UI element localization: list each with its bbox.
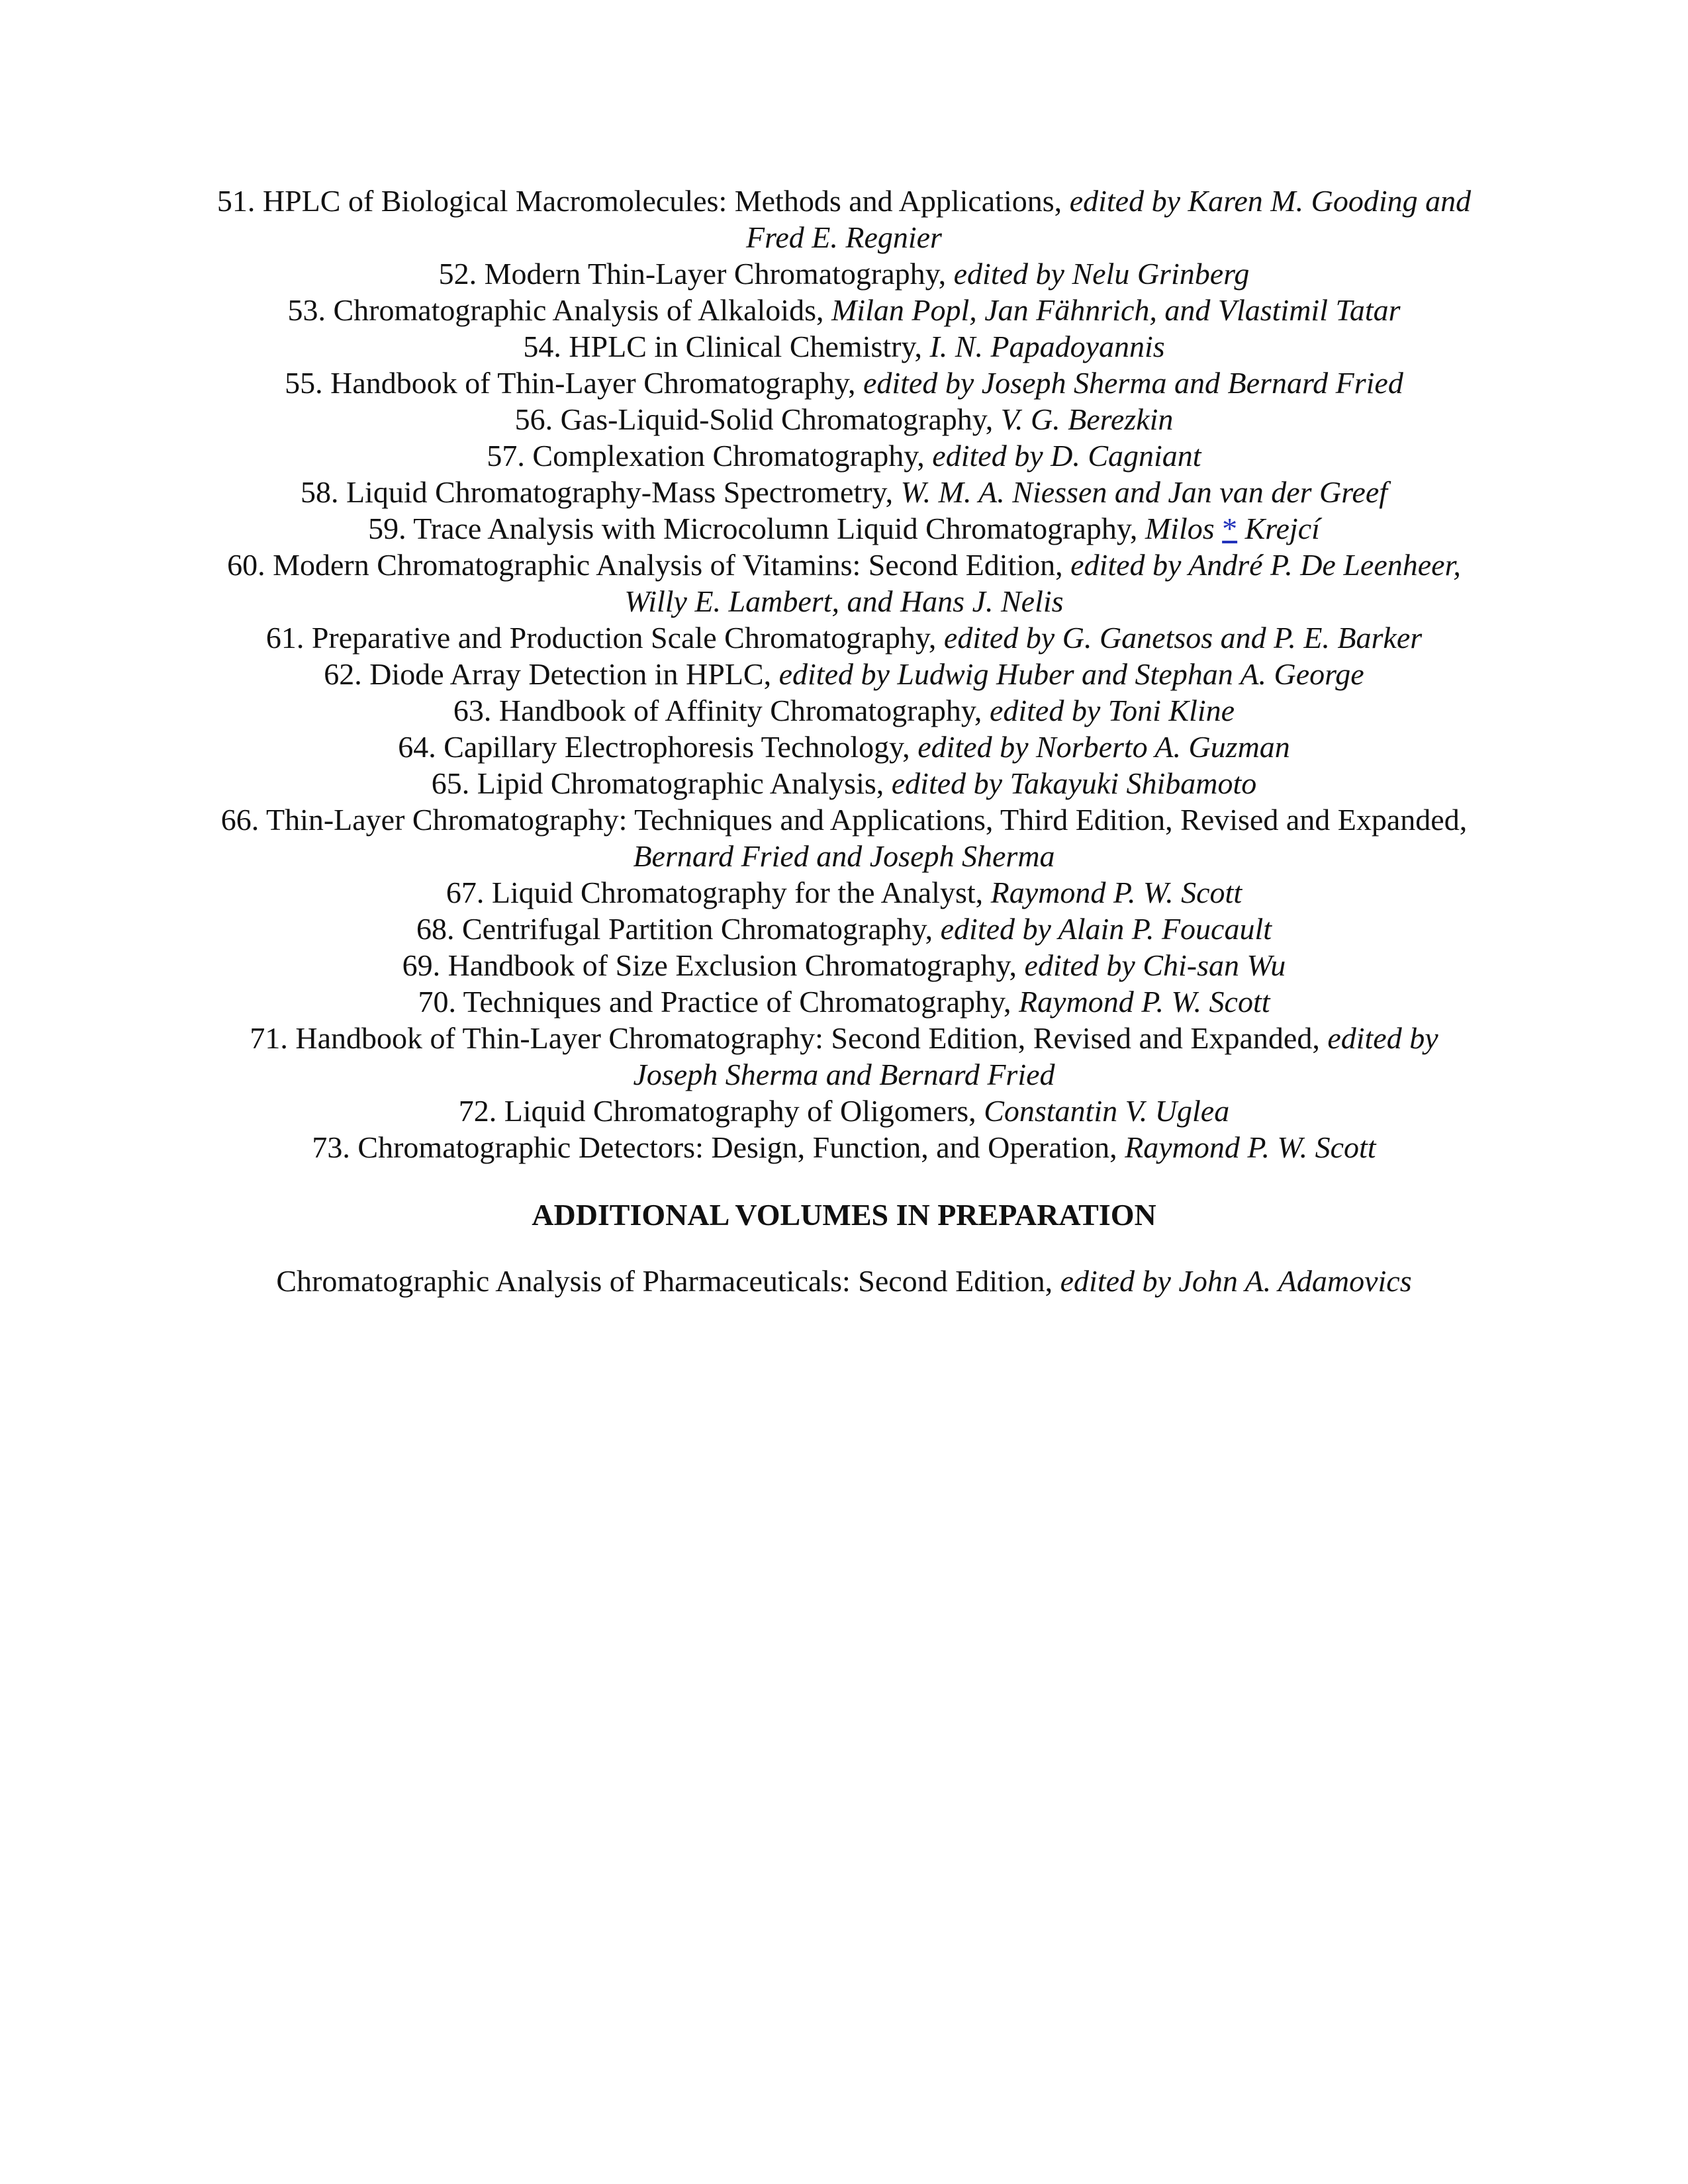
volume-authors: Raymond P. W. Scott [1125,1130,1376,1164]
volume-title: 67. Liquid Chromatography for the Analyst, [445,876,991,909]
list-item [142,547,1546,619]
volume-authors-continued: Krejcí [1237,512,1320,545]
volume-title: Chromatographic Analysis of Pharmaceuticals: Second Edition, [276,1264,1060,1298]
volume-authors: V. G. Berezkin [1000,402,1174,436]
list-item [142,183,1546,255]
volume-authors: Raymond P. W. Scott [990,876,1243,909]
volume-authors: Constantin V. Uglea [984,1094,1230,1128]
list-item [142,1093,1546,1129]
volume-title: 61. Preparative and Production Scale Chromatography, [265,621,944,655]
volume-title: 72. Liquid Chromatography of Oligomers, [458,1094,984,1128]
list-item [142,619,1546,656]
volume-title: 62. Diode Array Detection in HPLC, [324,657,779,691]
list-item [142,510,1546,547]
list-item [142,1263,1546,1299]
volume-authors-continued: Willy E. Lambert, and Hans J. Nelis [624,584,1064,618]
volume-authors: edited by Chi-san Wu [1024,948,1286,982]
volume-authors-continued: Fred E. Regnier [746,220,942,254]
volume-title: 55. Handbook of Thin-Layer Chromatography, [285,366,863,400]
volume-authors: edited by Nelu Grinberg [953,257,1250,291]
volume-title: 59. Trace Analysis with Microcolumn Liquid Chromatography, [368,512,1145,545]
volume-title: 70. Techniques and Practice of Chromatography, [418,985,1019,1019]
series-volume-list [142,183,1546,1165]
volume-title: 68. Centrifugal Partition Chromatography, [416,912,941,946]
list-item [142,729,1546,765]
volume-title: 51. HPLC of Biological Macromolecules: Methods and Applications, [216,184,1070,218]
footnote-link[interactable]: * [1222,512,1238,545]
volume-authors: edited by John A. Adamovics [1060,1264,1412,1298]
list-item [142,874,1546,911]
list-item [142,801,1546,874]
in-preparation-list [142,1263,1546,1299]
list-item [142,255,1546,292]
list-item [142,947,1546,983]
volume-title: 66. Thin-Layer Chromatography: Techniques and Applications, Third Edition, Revised and Expanded, [220,803,1468,837]
list-item [142,656,1546,692]
volume-title: 52. Modern Thin-Layer Chromatography, [438,257,954,291]
volume-authors: Milos [1145,512,1223,545]
volume-authors: edited by [1327,1021,1438,1055]
list-item [142,983,1546,1020]
volume-authors: edited by Takayuki Shibamoto [891,766,1257,800]
list-item [142,765,1546,801]
list-item [142,692,1546,729]
volume-title: 54. HPLC in Clinical Chemistry, [523,330,930,363]
volume-title: 64. Capillary Electrophoresis Technology, [398,730,918,764]
volume-title: 60. Modern Chromatographic Analysis of Vitamins: Second Edition, [227,548,1071,582]
volume-title: 69. Handbook of Size Exclusion Chromatography, [402,948,1025,982]
volume-authors: edited by Joseph Sherma and Bernard Fried [863,366,1403,400]
list-item [142,1129,1546,1165]
volume-authors: edited by Alain P. Foucault [940,912,1272,946]
volume-title: 73. Chromatographic Detectors: Design, Function, and Operation, [312,1130,1125,1164]
list-item [142,437,1546,474]
volume-title: 63. Handbook of Affinity Chromatography, [453,694,990,727]
volume-authors: W. M. A. Niessen and Jan van der Greef [900,475,1388,509]
volume-authors: edited by Karen M. Gooding and [1069,184,1472,218]
volume-authors: I. N. Papadoyannis [929,330,1165,363]
list-item [142,1020,1546,1093]
list-item [142,474,1546,510]
volume-title: 71. Handbook of Thin-Layer Chromatography: Second Edition, Revised and Expanded, [250,1021,1328,1055]
volume-title: 65. Lipid Chromatographic Analysis, [431,766,892,800]
volume-title: 57. Complexation Chromatography, [487,439,933,473]
list-item [142,911,1546,947]
volume-title: 58. Liquid Chromatography-Mass Spectrometry, [300,475,901,509]
volume-authors-continued: Joseph Sherma and Bernard Fried [633,1058,1055,1091]
volume-authors: edited by Norberto A. Guzman [917,730,1290,764]
volume-authors: edited by André P. De Leenheer, [1070,548,1461,582]
list-item [142,328,1546,365]
volume-authors: edited by Ludwig Huber and Stephan A. George [778,657,1364,691]
list-item [142,365,1546,401]
list-item [142,401,1546,437]
volume-title: 56. Gas-Liquid-Solid Chromatography, [514,402,1001,436]
volume-authors: Raymond P. W. Scott [1019,985,1270,1019]
volume-authors: edited by G. Ganetsos and P. E. Barker [943,621,1423,655]
volume-authors: edited by Toni Kline [989,694,1235,727]
volume-authors-continued: Bernard Fried and Joseph Sherma [633,839,1055,873]
volume-authors: Milan Popl, Jan Fähnrich, and Vlastimil Tatar [831,293,1401,327]
list-item [142,292,1546,328]
volume-title: 53. Chromatographic Analysis of Alkaloids, [287,293,831,327]
section-heading: ADDITIONAL VOLUMES IN PREPARATION [532,1198,1156,1232]
volume-authors: edited by D. Cagniant [932,439,1201,473]
